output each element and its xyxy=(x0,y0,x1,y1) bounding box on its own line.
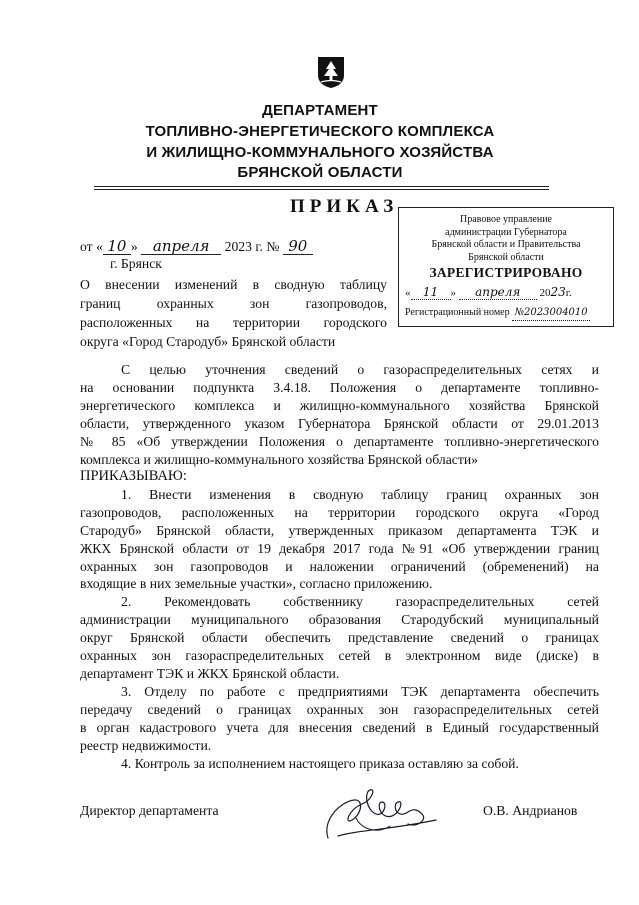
item2-line-2: администрации муниципального образования Стародубский муниципальный xyxy=(80,612,599,627)
date-mid: » xyxy=(130,239,138,254)
handwritten-signature xyxy=(318,780,443,850)
stamp-reg-number-row xyxy=(405,307,590,321)
preamble-line-5: № 85 «Об утверждении Положения о департаменте топливно-энергетического xyxy=(80,434,599,449)
stamp-reg-label: Регистрационный номер xyxy=(405,307,510,318)
subject-line-3: расположенных на территории городского xyxy=(80,315,387,330)
item2-line-4: охранных зон газораспределительных сетей в электронном виде (диске) в xyxy=(80,648,599,663)
subject-line-1: О внесении изменений в сводную таблицу xyxy=(80,277,387,292)
order-date-line xyxy=(80,238,313,255)
stamp-date-year-suffix: г. xyxy=(565,287,572,299)
date-month-handwritten: апреля xyxy=(141,238,221,255)
city-label: г. Брянск xyxy=(110,256,162,271)
signatory-position: Директор департамента xyxy=(80,803,219,818)
stamp-date-mid: » xyxy=(450,287,456,299)
stamp-reg-number-handwritten: №2023004010 xyxy=(512,307,590,321)
item4-line: 4. Контроль за исполнением настоящего приказа оставляю за собой. xyxy=(121,756,519,771)
date-prefix: от « xyxy=(80,239,103,254)
item3-line-4: реестр недвижимости. xyxy=(80,738,212,753)
department-title-line-1: ДЕПАРТАМЕНТ xyxy=(262,102,378,119)
department-title-line-2: ТОПЛИВНО-ЭНЕРГЕТИЧЕСКОГО КОМПЛЕКСА xyxy=(145,123,495,140)
date-day-handwritten: 10 xyxy=(103,238,131,255)
order-word: ПРИКАЗЫВАЮ: xyxy=(80,468,187,484)
stamp-org-line-2: администрации Губернатора xyxy=(445,226,567,238)
item2-line-5: департамент ТЭК и ЖКХ Брянской области. xyxy=(80,666,340,681)
registration-stamp xyxy=(398,207,614,327)
stamp-org-line-1: Правовое управление xyxy=(460,214,552,225)
date-year: 2023 г. xyxy=(224,239,263,254)
item1-line-3: Стародуб» Брянской области, утвержденных приказом департамента ТЭК и xyxy=(80,523,599,538)
stamp-date-row xyxy=(405,286,572,300)
department-title-line-4: БРЯНСКОЙ ОБЛАСТИ xyxy=(237,164,403,181)
signatory-name: О.В. Андрианов xyxy=(483,803,578,818)
stamp-date-prefix: « xyxy=(405,287,411,299)
item2-line-1: 2. Рекомендовать собственнику газораспределительных сетей xyxy=(121,594,599,609)
subject-line-4: округа «Город Стародуб» Брянской области xyxy=(80,334,336,349)
item3-line-1: 3. Отделу по работе с предприятиями ТЭК департамента обеспечить xyxy=(121,684,599,699)
item2-line-3: округ Брянской области обеспечить представление сведений о границах xyxy=(80,630,599,645)
coat-of-arms-emblem xyxy=(316,55,346,89)
department-title-line-3: И ЖИЛИЩНО-КОММУНАЛЬНОГО ХОЗЯЙСТВА xyxy=(146,144,494,161)
stamp-org-line-4: Брянской области xyxy=(468,251,544,263)
stamp-date-month-handwritten: апреля xyxy=(459,286,537,300)
header-divider-top xyxy=(94,186,549,187)
item1-line-6: входящие в них земельные участки», согласно приложению. xyxy=(80,576,433,591)
number-label: № xyxy=(266,239,280,254)
stamp-date-year-handwritten: 23 xyxy=(550,285,566,299)
item3-line-3: в орган кадастрового учета для внесения сведений в Единый государственный xyxy=(80,720,599,735)
preamble-line-1: С целью уточнения сведений о газораспределительных сетях и xyxy=(121,362,599,377)
stamp-date-day-handwritten: 11 xyxy=(411,286,451,300)
header-divider-bottom xyxy=(94,189,549,190)
item1-line-2: газопроводов, расположенных на территории городского округа «Город xyxy=(80,505,599,520)
stamp-org-line-3: Брянской области и Правительства xyxy=(431,239,581,250)
document-type-title: ПРИКАЗ xyxy=(290,196,399,217)
preamble-line-6: комплекса и жилищно-коммунального хозяйства Брянской области» xyxy=(80,452,479,467)
stamp-date-year-prefix: 20 xyxy=(539,287,551,299)
item1-line-4: ЖКХ Брянской области от 19 декабря 2017 года №91 «Об утверждении границ xyxy=(80,541,599,556)
preamble-line-3: энергетического комплекса и жилищно-коммунального хозяйства Брянской xyxy=(80,398,599,413)
preamble-line-2: на основании подпункта 3.4.18. Положения о департаменте топливно- xyxy=(80,380,599,395)
preamble-line-4: области, утвержденного указом Губернатора Брянской области от 29.01.2013 xyxy=(80,416,599,431)
item1-line-5: охранных зон газопроводов и наложении ограничений (обременений) на xyxy=(80,559,599,574)
order-number-handwritten: 90 xyxy=(283,238,313,255)
stamp-registered-label: ЗАРЕГИСТРИРОВАНО xyxy=(429,265,583,280)
item3-line-2: передачу сведений о границах охранных зон газораспределительных сетей xyxy=(80,702,599,717)
subject-line-2: границ охранных зон газопроводов, xyxy=(80,296,387,311)
item1-line-1: 1. Внести изменения в сводную таблицу границ охранных зон xyxy=(121,487,599,502)
